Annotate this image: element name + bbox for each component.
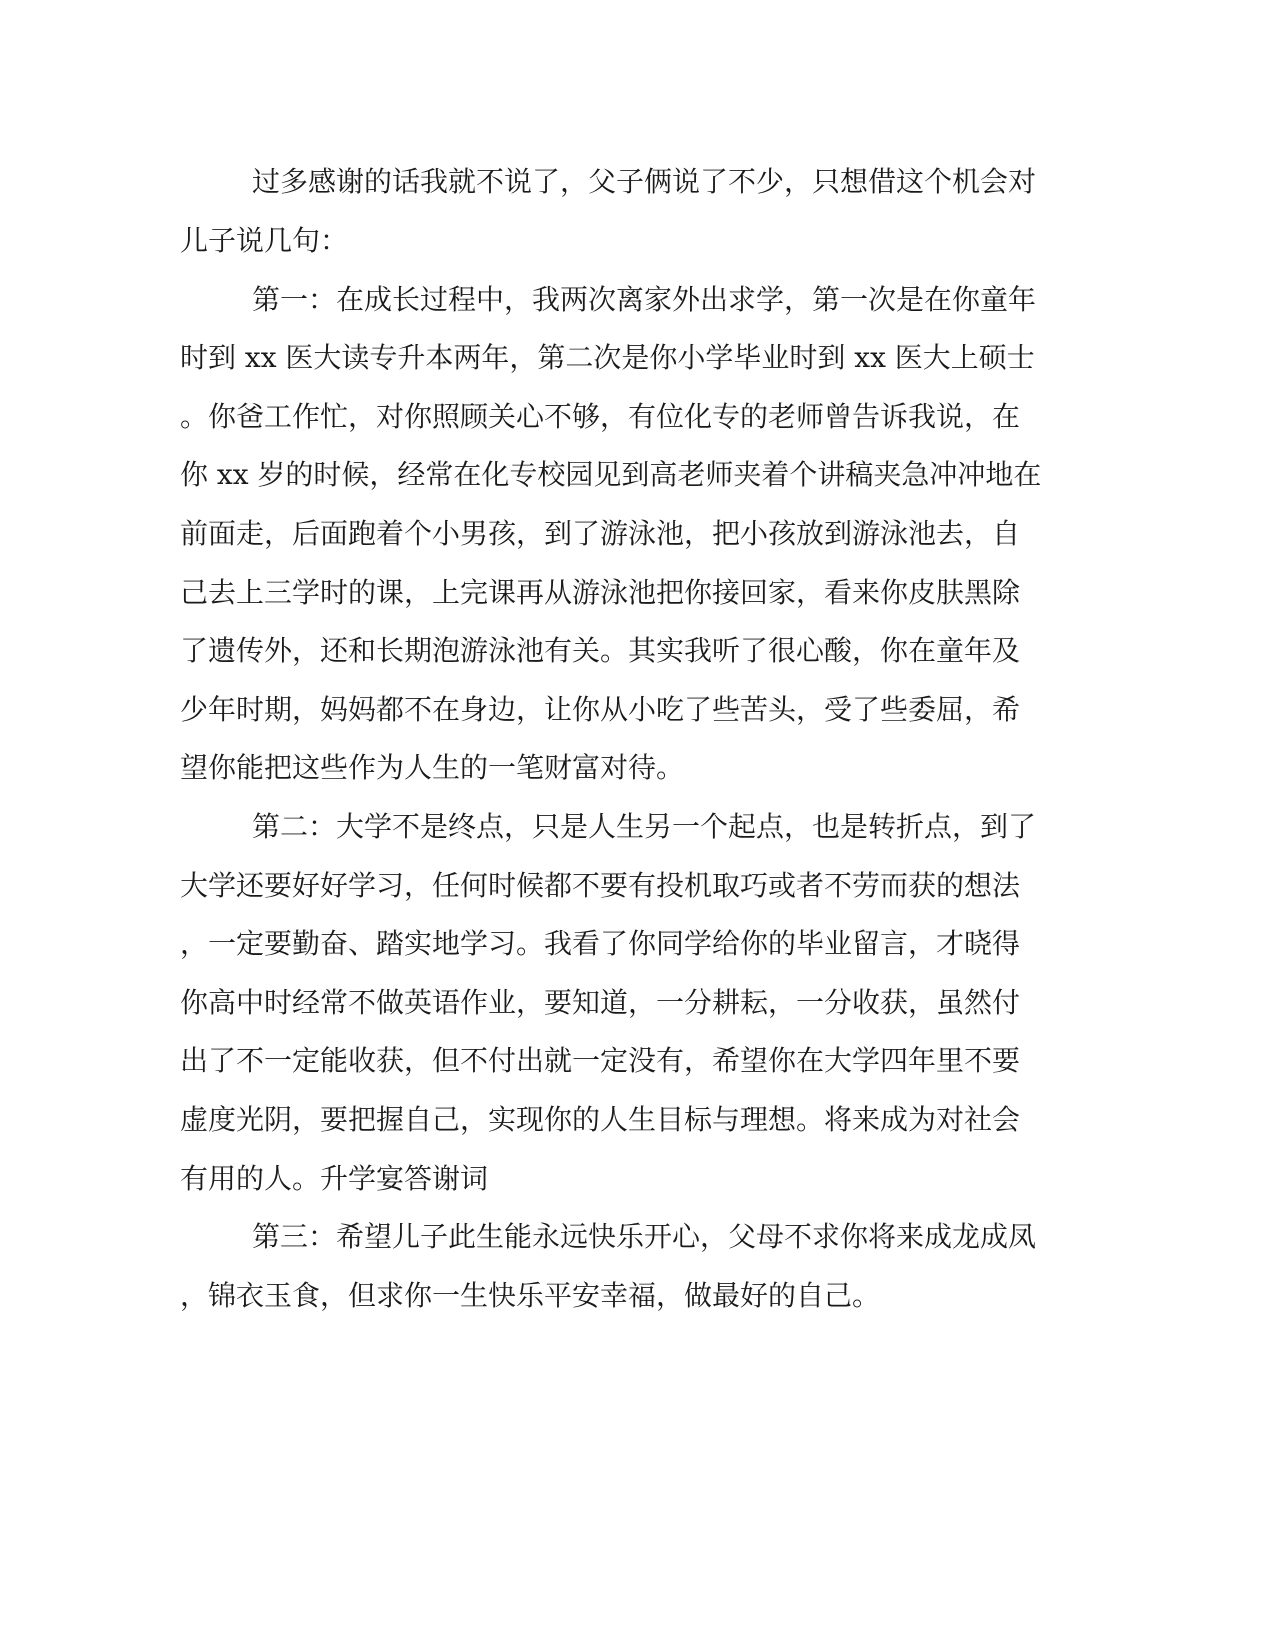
text-line: 己去上三学时的课，上完课再从游泳池把你接回家，看来你皮肤黑除 — [180, 576, 1021, 609]
text-line: ，一定要勤奋、踏实地学习。我看了你同学给你的毕业留言，才晓得 — [180, 927, 1021, 960]
text-line: 望你能把这些作为人生的一笔财富对待。 — [180, 751, 685, 784]
text-line: 出了不一定能收获，但不付出就一定没有，希望你在大学四年里不要 — [180, 1044, 1021, 1077]
text-line: 虚度光阴，要把握自己，实现你的人生目标与理想。将来成为对社会 — [180, 1103, 1021, 1136]
text-line: 有用的人。升学宴答谢词 — [180, 1162, 489, 1195]
text-line: 过多感谢的话我就不说了，父子俩说了不少，只想借这个机会对 — [252, 165, 1037, 198]
text-line: 第二：大学不是终点，只是人生另一个起点，也是转折点，到了 — [252, 810, 1037, 843]
text-line: 前面走，后面跑着个小男孩，到了游泳池，把小孩放到游泳池去，自 — [180, 517, 1021, 550]
text-line: 第三：希望儿子此生能永远快乐开心，父母不求你将来成龙成凤 — [252, 1220, 1037, 1253]
text-line: 大学还要好好学习，任何时候都不要有投机取巧或者不劳而获的想法 — [180, 869, 1021, 902]
text-line: 少年时期，妈妈都不在身边，让你从小吃了些苦头，受了些委屈，希 — [180, 693, 1021, 726]
text-line: 时到 xx 医大读专升本两年，第二次是你小学毕业时到 xx 医大上硕士 — [180, 341, 1035, 374]
text-line: 第一：在成长过程中，我两次离家外出求学，第一次是在你童年 — [252, 283, 1037, 316]
text-line: 。你爸工作忙，对你照顾关心不够，有位化专的老师曾告诉我说，在 — [180, 400, 1021, 433]
text-line: 你 xx 岁的时候，经常在化专校园见到高老师夹着个讲稿夹急冲冲地在 — [180, 458, 1042, 491]
text-line: ，锦衣玉食，但求你一生快乐平安幸福，做最好的自己。 — [180, 1279, 881, 1312]
text-line: 儿子说几句： — [180, 224, 349, 257]
text-line: 你高中时经常不做英语作业，要知道，一分耕耘，一分收获，虽然付 — [180, 986, 1021, 1019]
text-line: 了遗传外，还和长期泡游泳池有关。其实我听了很心酸，你在童年及 — [180, 634, 1021, 667]
